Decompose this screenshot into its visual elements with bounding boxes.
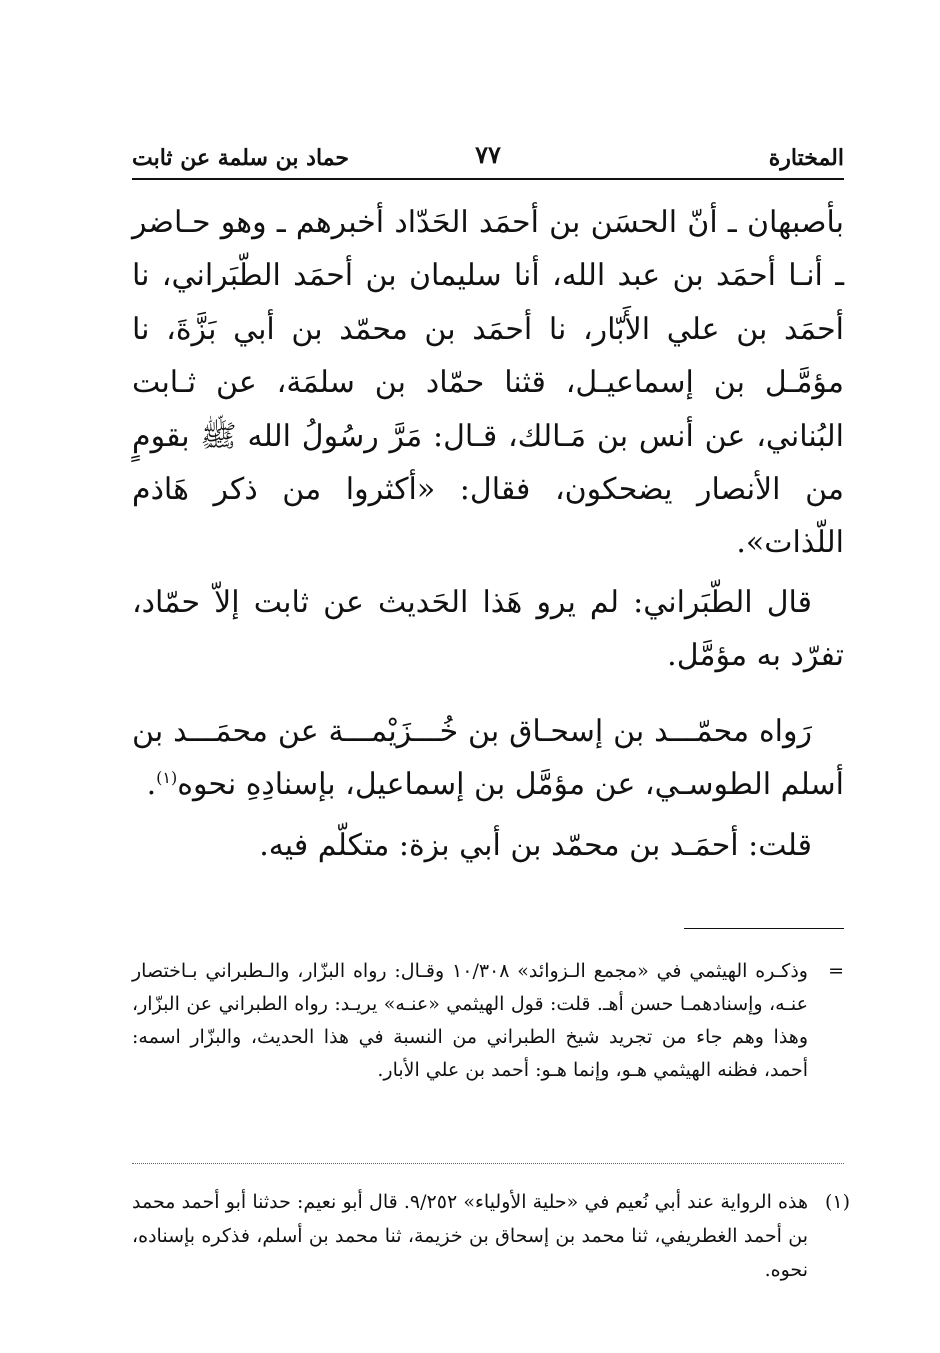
riwayah-end: .	[146, 767, 157, 803]
main-text	[132, 196, 844, 873]
footnote-separator	[132, 1163, 844, 1164]
header-section-title: حماد بن سلمة عن ثابت	[132, 145, 349, 171]
header-rule	[132, 178, 844, 180]
footnote-rule	[684, 928, 844, 929]
footnote-reference: (١)	[156, 768, 178, 788]
running-header	[132, 138, 844, 178]
footnote-number: (١)	[824, 1191, 850, 1213]
author-note-paragraph: قلت: أحمَـد بن محمّد بن أبي بزة: متكلّم فيه.	[259, 828, 812, 864]
tabarani-comment-paragraph: قال الطّبَراني: لم يرو هَذا الحَديث عن ثابت إلاّ حمّاد، تفرّد به مؤمَّل.	[132, 584, 844, 674]
footnote-continuation	[132, 955, 844, 1087]
footnote-1-text: هذه الرواية عند أبي نُعيم في «حلية الأولياء» ٩/٢٥٢. قال أبو نعيم: حدثنا أبو أحمد محمد بن أحمد الغطريفي، ثنا محمد بن إسحاق بن خزيمة، ثنا محمد بن أسلم، فذكره بإسناده، نحوه.	[132, 1191, 808, 1281]
riwayah-text: رَواه محمّـــد بن إسحـاق بن خُـــزَيْمـــة عن محمَـــد بن أسلم الطوسـي، عن مؤمَّل بن إسماعيل، بإسنادِهِ نحوه	[132, 713, 844, 803]
riwayah-paragraph	[132, 705, 844, 812]
header-book-title: المختارة	[768, 145, 844, 171]
continuation-marker: =	[828, 960, 844, 982]
footnote-continuation-text: وذكـره الهيثمي في «مجمع الـزوائد» ١٠/٣٠٨ وقـال: رواه البزّار، والـطبراني بـاختصار عنـه، وإسنادهمـا حسن أهـ. قلت: قول الهيثمي «عنـه» يريـد: رواه الطبراني عن البزّار، وهذا وهم جاء من تجريد شيخ الطبراني من النسبة في هذا الحديث، والبزّار اسمه: أحمد، فظنه الهيثمي هـو، وإنما هـو: أحمد بن علي الأبار.	[132, 960, 809, 1081]
hadith-paragraph: بأصبهان ـ أنّ الحسَن بن أحمَد الحَدّاد أخبرهم ـ وهو حـاضر ـ أنـا أحمَد بن عبد الله، أنا سليمان بن أحمَد الطّبَراني، نا أحمَد بن علي الأَبّار، نا أحمَد بن محمّد بن أبي بَزَّةَ، نا مؤمَّـل بن إسماعيـل، قثنا حمّاد بن سلمَة، عن ثـابت البُناني، عن أنس بن مَـالك، قـال: مَرَّ رسُولُ الله ﷺ بقومٍ من الأنصار يضحكون، فقال: «أكثروا من ذكر هَاذم اللّذات».	[132, 205, 844, 561]
footnote-1	[132, 1185, 850, 1287]
page-number: ٧٧	[475, 140, 501, 169]
